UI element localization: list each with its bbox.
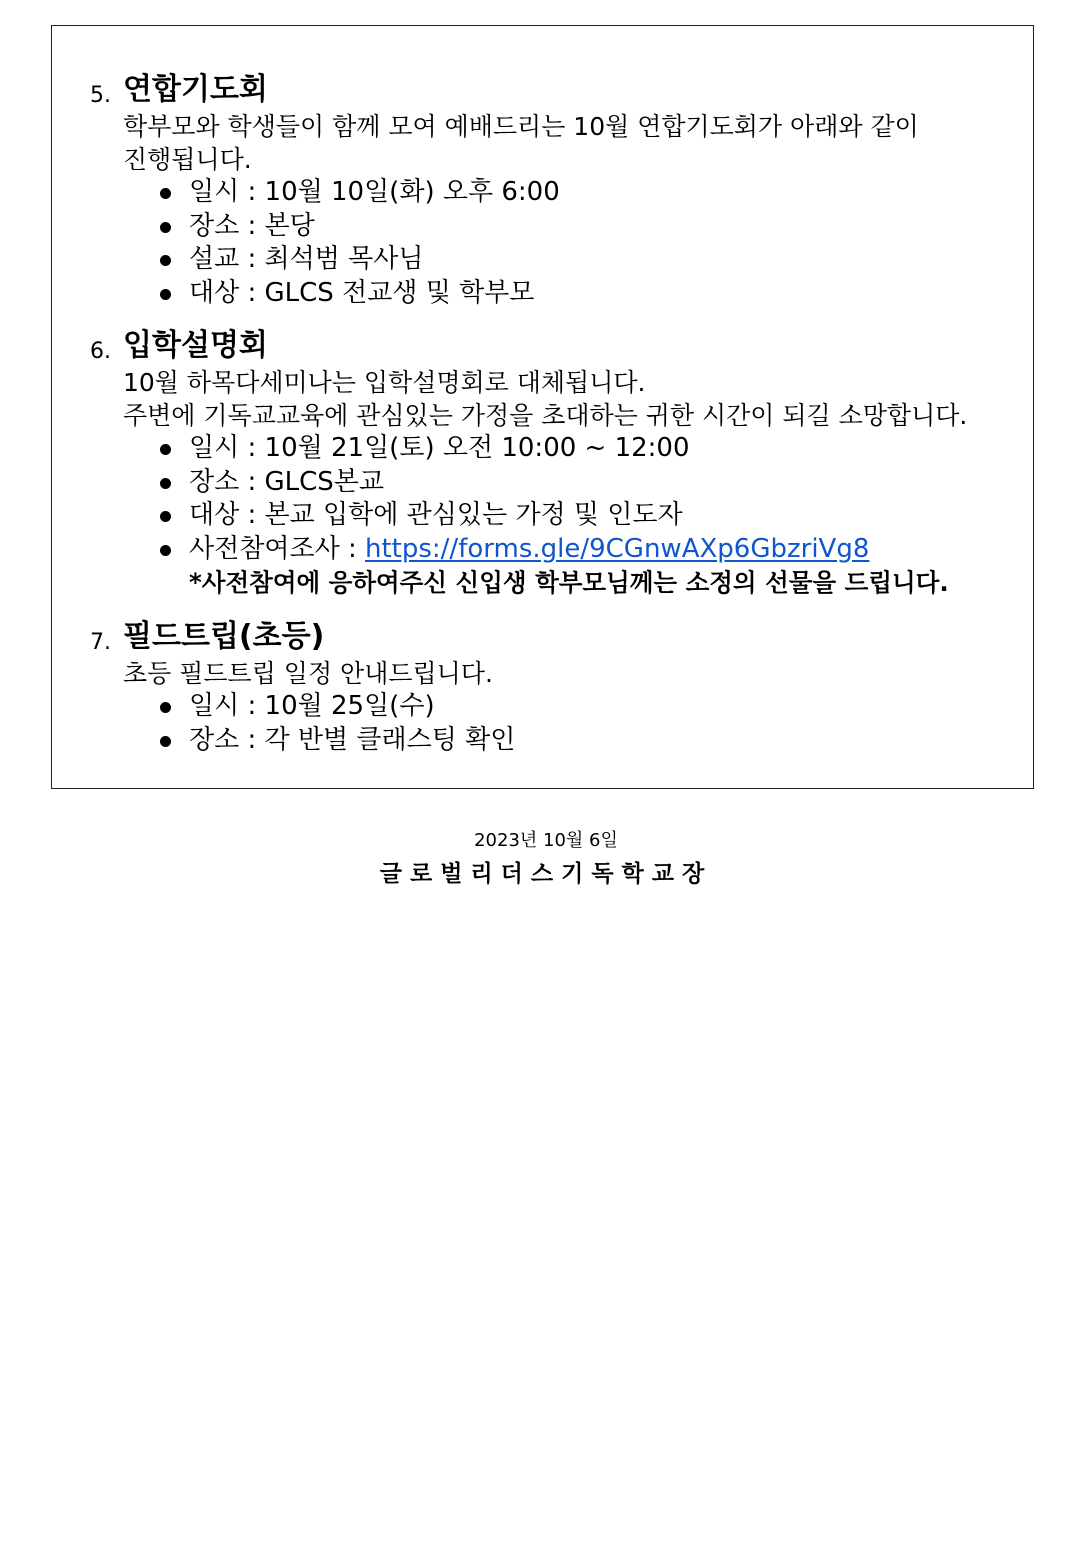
bullet-icon (160, 478, 171, 489)
section-field-trip (90, 619, 1020, 757)
section-number: 6. (90, 339, 111, 364)
section-paragraph: 진행됩니다. (123, 145, 252, 174)
section-paragraph: 10월 하목다세미나는 입학설명회로 대체됩니다. (123, 368, 646, 397)
section-heading (90, 328, 1020, 366)
section-paragraph: 초등 필드트립 일정 안내드립니다. (123, 659, 493, 688)
list-item (90, 243, 1020, 277)
list-item-text: 대상 : 본교 입학에 관심있는 가정 및 인도자 (189, 500, 683, 530)
list-item-text: 일시 : 10월 21일(토) 오전 10:00 ~ 12:00 (189, 433, 690, 463)
list-item (90, 724, 1020, 758)
section-number: 5. (90, 83, 111, 108)
section-heading (90, 619, 1020, 657)
section-union-prayer (90, 72, 1020, 310)
list-item (90, 432, 1020, 466)
survey-label: 사전참여조사 : (189, 533, 365, 564)
bullet-icon (160, 511, 171, 522)
bullet-list (90, 432, 1020, 600)
section-paragraph: 주변에 기독교교육에 관심있는 가정을 초대하는 귀한 시간이 되길 소망합니다. (123, 401, 968, 430)
section-title: 필드트립(초등) (123, 619, 325, 654)
bullet-icon (160, 545, 171, 556)
list-item (90, 499, 1020, 533)
list-item-survey (90, 533, 1020, 600)
list-item-text: 장소 : GLCS본교 (189, 466, 385, 497)
survey-note: *사전참여에 응하여주신 신입생 학부모님께는 소정의 선물을 드립니다. (189, 568, 949, 597)
survey-link[interactable]: https://forms.gle/9CGnwAXp6GbzriVg8 (365, 533, 870, 564)
list-item-text: 설교 : 최석범 목사님 (189, 244, 424, 274)
section-title: 연합기도회 (123, 72, 268, 107)
bullet-icon (160, 188, 171, 199)
list-item-text: 대상 : GLCS 전교생 및 학부모 (189, 277, 535, 308)
bullet-icon (160, 444, 171, 455)
list-item (90, 176, 1020, 210)
bullet-icon (160, 736, 171, 747)
bullet-icon (160, 289, 171, 300)
bullet-list (90, 176, 1020, 310)
footer-signer: 글로벌리더스기독학교장 (379, 861, 713, 887)
notice-box (51, 25, 1034, 789)
bullet-list (90, 690, 1020, 757)
list-item-text: 일시 : 10월 25일(수) (189, 691, 435, 721)
section-number: 7. (90, 630, 111, 655)
bullet-icon (160, 255, 171, 266)
list-item (90, 690, 1020, 724)
section-title: 입학설명회 (123, 328, 268, 363)
section-heading (90, 72, 1020, 110)
list-item (90, 277, 1020, 311)
bullet-icon (160, 702, 171, 713)
section-admission-info (90, 328, 1020, 600)
list-item-text: 장소 : 본당 (189, 210, 315, 241)
list-item (90, 210, 1020, 244)
list-item-text: 장소 : 각 반별 클래스팅 확인 (189, 724, 516, 755)
list-item (90, 466, 1020, 500)
section-paragraph: 학부모와 학생들이 함께 모여 예배드리는 10월 연합기도회가 아래와 같이 (123, 112, 919, 141)
list-item-text: 일시 : 10월 10일(화) 오후 6:00 (189, 177, 560, 207)
bullet-icon (160, 222, 171, 233)
footer-date: 2023년 10월 6일 (474, 830, 618, 851)
